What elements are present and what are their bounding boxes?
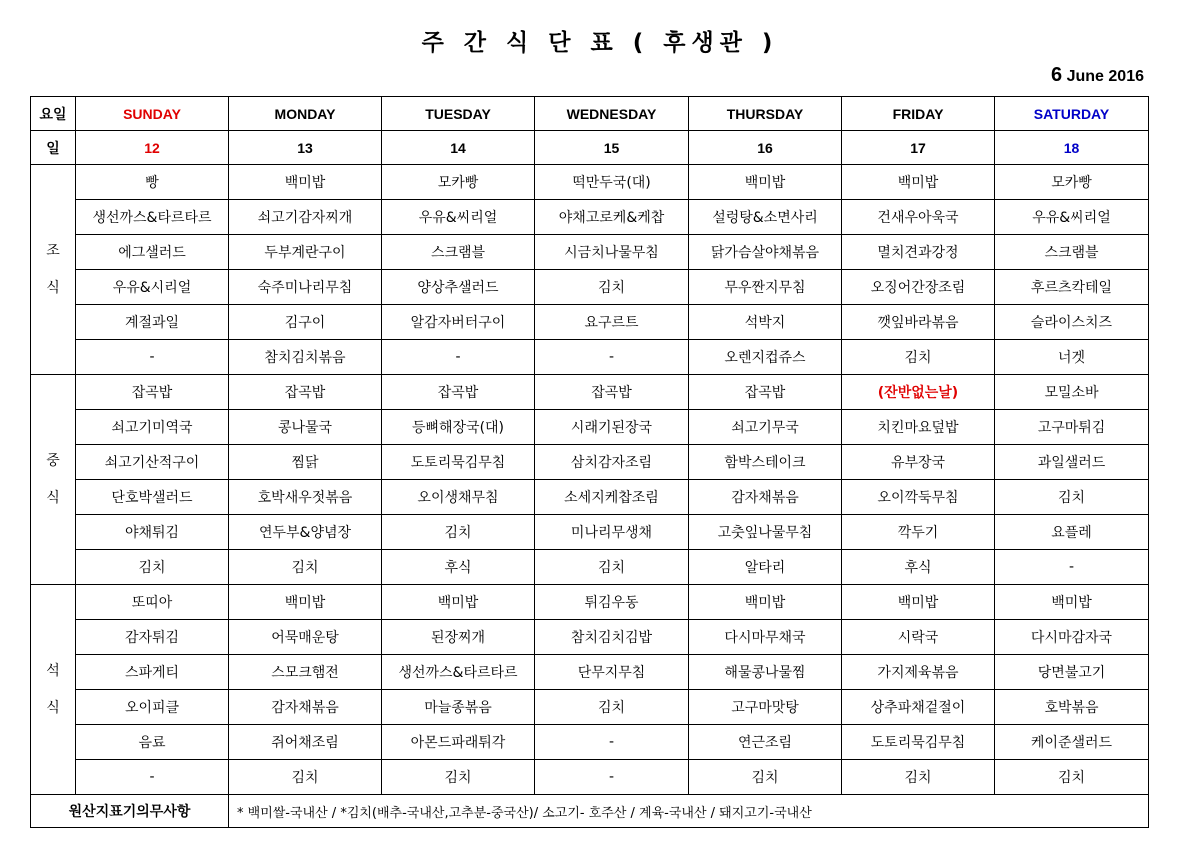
menu-item-lunch-thursday: 함박스테이크 xyxy=(689,445,842,480)
menu-item-breakfast-tuesday: 스크램블 xyxy=(382,235,535,270)
menu-item-lunch-sunday: 김치 xyxy=(76,550,229,585)
menu-item-breakfast-wednesday: - xyxy=(535,340,689,375)
menu-item-lunch-wednesday: 잡곡밥 xyxy=(535,375,689,410)
weekday-label: 요일 xyxy=(31,97,76,131)
menu-item-breakfast-tuesday: 알감자버터구이 xyxy=(382,305,535,340)
menu-item-breakfast-monday: 두부계란구이 xyxy=(229,235,382,270)
menu-item-lunch-friday: 유부장국 xyxy=(842,445,995,480)
menu-item-dinner-friday: 백미밥 xyxy=(842,585,995,620)
menu-item-breakfast-saturday: 너겟 xyxy=(995,340,1149,375)
menu-item-lunch-thursday: 알타리 xyxy=(689,550,842,585)
menu-item-dinner-friday: 도토리묵김무침 xyxy=(842,725,995,760)
lunch-label-char: 중 xyxy=(46,453,60,470)
day-name-saturday: SATURDAY xyxy=(995,97,1149,131)
menu-item-breakfast-wednesday: 김치 xyxy=(535,270,689,305)
menu-item-breakfast-wednesday: 떡만두국(대) xyxy=(535,165,689,200)
menu-item-dinner-monday: 스모크햄전 xyxy=(229,655,382,690)
menu-item-dinner-thursday: 다시마무채국 xyxy=(689,620,842,655)
date-tuesday: 14 xyxy=(382,131,535,165)
origin-label: 원산지표기의무사항 xyxy=(31,795,229,828)
menu-item-breakfast-monday: 참치김치볶음 xyxy=(229,340,382,375)
menu-item-dinner-saturday: 호박볶음 xyxy=(995,690,1149,725)
menu-item-breakfast-sunday: 생선까스&타르타르 xyxy=(76,200,229,235)
menu-item-lunch-tuesday: 잡곡밥 xyxy=(382,375,535,410)
menu-item-lunch-saturday: 요플레 xyxy=(995,515,1149,550)
dinner-row xyxy=(31,655,1149,690)
menu-item-lunch-wednesday: 소세지케찹조림 xyxy=(535,480,689,515)
menu-item-dinner-monday: 감자채볶음 xyxy=(229,690,382,725)
lunch-row xyxy=(31,515,1149,550)
menu-item-lunch-sunday: 단호박샐러드 xyxy=(76,480,229,515)
menu-item-dinner-sunday: 감자튀김 xyxy=(76,620,229,655)
menu-item-dinner-wednesday: 튀김우동 xyxy=(535,585,689,620)
day-name-thursday: THURSDAY xyxy=(689,97,842,131)
menu-item-lunch-tuesday: 김치 xyxy=(382,515,535,550)
menu-item-lunch-saturday: 고구마튀김 xyxy=(995,410,1149,445)
menu-item-dinner-thursday: 김치 xyxy=(689,760,842,795)
lunch-row xyxy=(31,550,1149,585)
menu-item-breakfast-thursday: 석박지 xyxy=(689,305,842,340)
menu-item-breakfast-saturday: 슬라이스치즈 xyxy=(995,305,1149,340)
menu-item-breakfast-wednesday: 요구르트 xyxy=(535,305,689,340)
lunch-row xyxy=(31,445,1149,480)
breakfast-row xyxy=(31,235,1149,270)
menu-item-breakfast-sunday: 빵 xyxy=(76,165,229,200)
menu-item-lunch-wednesday: 삼치감자조림 xyxy=(535,445,689,480)
dinner-label xyxy=(31,585,76,795)
menu-item-breakfast-monday: 백미밥 xyxy=(229,165,382,200)
lunch-label xyxy=(31,375,76,585)
menu-item-dinner-tuesday: 아몬드파래튀각 xyxy=(382,725,535,760)
day-name-monday: MONDAY xyxy=(229,97,382,131)
menu-item-lunch-wednesday: 시래기된장국 xyxy=(535,410,689,445)
lunch-row xyxy=(31,375,1149,410)
breakfast-label-char: 조 xyxy=(46,243,60,260)
menu-item-breakfast-saturday: 후르츠칵테일 xyxy=(995,270,1149,305)
origin-row xyxy=(31,795,1149,828)
menu-item-dinner-wednesday: 참치김치김밥 xyxy=(535,620,689,655)
menu-item-lunch-friday: 치킨마요덮밥 xyxy=(842,410,995,445)
issue-date-rest: June 2016 xyxy=(1066,68,1144,85)
menu-item-dinner-friday: 상추파채겉절이 xyxy=(842,690,995,725)
dinner-label-char: 식 xyxy=(46,699,60,716)
menu-item-lunch-wednesday: 미나리무생채 xyxy=(535,515,689,550)
menu-item-breakfast-thursday: 설렁탕&소면사리 xyxy=(689,200,842,235)
menu-item-lunch-thursday: 감자채볶음 xyxy=(689,480,842,515)
menu-item-dinner-friday: 김치 xyxy=(842,760,995,795)
date-monday: 13 xyxy=(229,131,382,165)
date-sunday: 12 xyxy=(76,131,229,165)
menu-item-breakfast-friday: 오징어간장조림 xyxy=(842,270,995,305)
menu-item-breakfast-friday: 깻잎바라볶음 xyxy=(842,305,995,340)
day-name-friday: FRIDAY xyxy=(842,97,995,131)
menu-item-breakfast-monday: 김구이 xyxy=(229,305,382,340)
date-saturday: 18 xyxy=(995,131,1149,165)
weekly-menu-table xyxy=(30,96,1149,828)
menu-item-dinner-friday: 시락국 xyxy=(842,620,995,655)
menu-item-breakfast-thursday: 오렌지컵쥬스 xyxy=(689,340,842,375)
origin-text: * 백미쌀-국내산 / *김치(배추-국내산,고추분-중국산)/ 소고기- 호주산 / 계육-국내산 / 돼지고기-국내산 xyxy=(229,795,1149,828)
menu-item-breakfast-saturday: 스크램블 xyxy=(995,235,1149,270)
menu-item-lunch-friday: 후식 xyxy=(842,550,995,585)
menu-item-dinner-saturday: 케이준샐러드 xyxy=(995,725,1149,760)
menu-item-lunch-monday: 호박새우젓볶음 xyxy=(229,480,382,515)
menu-item-lunch-monday: 잡곡밥 xyxy=(229,375,382,410)
date-wednesday: 15 xyxy=(535,131,689,165)
breakfast-label-char: 식 xyxy=(46,279,60,296)
menu-item-breakfast-friday: 백미밥 xyxy=(842,165,995,200)
weekday-row xyxy=(31,97,1149,131)
menu-item-lunch-friday: 깍두기 xyxy=(842,515,995,550)
menu-item-breakfast-saturday: 우유&씨리얼 xyxy=(995,200,1149,235)
menu-item-dinner-saturday: 김치 xyxy=(995,760,1149,795)
menu-item-lunch-saturday: - xyxy=(995,550,1149,585)
menu-item-breakfast-sunday: 에그샐러드 xyxy=(76,235,229,270)
menu-item-dinner-saturday: 당면불고기 xyxy=(995,655,1149,690)
menu-item-dinner-thursday: 해물콩나물찜 xyxy=(689,655,842,690)
menu-item-dinner-tuesday: 된장찌개 xyxy=(382,620,535,655)
menu-item-dinner-thursday: 고구마맛탕 xyxy=(689,690,842,725)
breakfast-row xyxy=(31,305,1149,340)
menu-item-dinner-sunday: 음료 xyxy=(76,725,229,760)
menu-item-breakfast-tuesday: 우유&씨리얼 xyxy=(382,200,535,235)
menu-item-lunch-tuesday: 등뼈해장국(대) xyxy=(382,410,535,445)
menu-item-breakfast-sunday: 계절과일 xyxy=(76,305,229,340)
menu-item-lunch-tuesday: 후식 xyxy=(382,550,535,585)
page-title: 주 간 식 단 표 ( 후생관 ) xyxy=(421,30,779,56)
breakfast-row xyxy=(31,200,1149,235)
lunch-label-char: 식 xyxy=(46,489,60,506)
menu-item-lunch-thursday: 잡곡밥 xyxy=(689,375,842,410)
breakfast-row xyxy=(31,270,1149,305)
day-name-sunday: SUNDAY xyxy=(76,97,229,131)
menu-item-breakfast-wednesday: 야채고로케&케찹 xyxy=(535,200,689,235)
dinner-row xyxy=(31,725,1149,760)
menu-item-breakfast-monday: 쇠고기감자찌개 xyxy=(229,200,382,235)
menu-item-dinner-monday: 쥐어채조림 xyxy=(229,725,382,760)
menu-item-breakfast-sunday: - xyxy=(76,340,229,375)
menu-item-lunch-sunday: 잡곡밥 xyxy=(76,375,229,410)
menu-item-breakfast-wednesday: 시금치나물무침 xyxy=(535,235,689,270)
menu-item-breakfast-tuesday: 양상추샐러드 xyxy=(382,270,535,305)
breakfast-label xyxy=(31,165,76,375)
menu-item-lunch-monday: 찜닭 xyxy=(229,445,382,480)
menu-item-breakfast-thursday: 닭가슴살야채볶음 xyxy=(689,235,842,270)
issue-date xyxy=(1051,64,1144,87)
menu-item-dinner-monday: 김치 xyxy=(229,760,382,795)
menu-item-dinner-tuesday: 마늘종볶음 xyxy=(382,690,535,725)
lunch-row xyxy=(31,480,1149,515)
dinner-row xyxy=(31,585,1149,620)
menu-item-lunch-monday: 김치 xyxy=(229,550,382,585)
breakfast-row xyxy=(31,165,1149,200)
menu-item-lunch-saturday: 모밀소바 xyxy=(995,375,1149,410)
menu-item-dinner-thursday: 연근조림 xyxy=(689,725,842,760)
issue-date-day: 6 xyxy=(1051,64,1063,86)
menu-item-lunch-monday: 연두부&양념장 xyxy=(229,515,382,550)
dinner-row xyxy=(31,690,1149,725)
menu-item-breakfast-monday: 숙주미나리무침 xyxy=(229,270,382,305)
date-friday: 17 xyxy=(842,131,995,165)
date-label: 일 xyxy=(31,131,76,165)
date-thursday: 16 xyxy=(689,131,842,165)
menu-item-lunch-sunday: 쇠고기산적구이 xyxy=(76,445,229,480)
menu-item-dinner-thursday: 백미밥 xyxy=(689,585,842,620)
menu-item-breakfast-friday: 멸치견과강정 xyxy=(842,235,995,270)
menu-item-dinner-wednesday: 김치 xyxy=(535,690,689,725)
menu-item-lunch-monday: 콩나물국 xyxy=(229,410,382,445)
menu-item-dinner-wednesday: 단무지무침 xyxy=(535,655,689,690)
day-name-tuesday: TUESDAY xyxy=(382,97,535,131)
menu-item-breakfast-thursday: 무우짠지무침 xyxy=(689,270,842,305)
lunch-row xyxy=(31,410,1149,445)
menu-item-dinner-monday: 백미밥 xyxy=(229,585,382,620)
menu-item-lunch-wednesday: 김치 xyxy=(535,550,689,585)
menu-item-dinner-sunday: 스파게티 xyxy=(76,655,229,690)
menu-item-breakfast-sunday: 우유&시리얼 xyxy=(76,270,229,305)
day-name-wednesday: WEDNESDAY xyxy=(535,97,689,131)
menu-item-dinner-wednesday: - xyxy=(535,725,689,760)
menu-item-dinner-saturday: 다시마감자국 xyxy=(995,620,1149,655)
menu-item-dinner-sunday: - xyxy=(76,760,229,795)
menu-item-lunch-thursday: 고춧잎나물무침 xyxy=(689,515,842,550)
menu-item-breakfast-saturday: 모카빵 xyxy=(995,165,1149,200)
menu-item-breakfast-friday: 건새우아욱국 xyxy=(842,200,995,235)
menu-item-dinner-monday: 어묵매운탕 xyxy=(229,620,382,655)
menu-item-lunch-sunday: 쇠고기미역국 xyxy=(76,410,229,445)
menu-item-dinner-friday: 가지제육볶음 xyxy=(842,655,995,690)
menu-item-lunch-friday: 오이깍둑무침 xyxy=(842,480,995,515)
menu-item-lunch-sunday: 야채튀김 xyxy=(76,515,229,550)
dinner-row xyxy=(31,620,1149,655)
menu-item-lunch-tuesday: 오이생채무침 xyxy=(382,480,535,515)
menu-item-dinner-tuesday: 백미밥 xyxy=(382,585,535,620)
menu-item-dinner-sunday: 또띠아 xyxy=(76,585,229,620)
menu-item-dinner-tuesday: 생선까스&타르타르 xyxy=(382,655,535,690)
menu-item-breakfast-thursday: 백미밥 xyxy=(689,165,842,200)
menu-item-lunch-saturday: 김치 xyxy=(995,480,1149,515)
menu-item-lunch-thursday: 쇠고기무국 xyxy=(689,410,842,445)
menu-item-dinner-wednesday: - xyxy=(535,760,689,795)
dinner-row xyxy=(31,760,1149,795)
menu-item-lunch-saturday: 과일샐러드 xyxy=(995,445,1149,480)
dinner-label-char: 석 xyxy=(46,663,60,680)
menu-item-dinner-tuesday: 김치 xyxy=(382,760,535,795)
menu-item-breakfast-friday: 김치 xyxy=(842,340,995,375)
menu-item-dinner-saturday: 백미밥 xyxy=(995,585,1149,620)
menu-item-dinner-sunday: 오이피클 xyxy=(76,690,229,725)
date-row xyxy=(31,131,1149,165)
menu-item-breakfast-tuesday: 모카빵 xyxy=(382,165,535,200)
menu-item-lunch-friday: (잔반없는날) xyxy=(842,375,995,410)
menu-item-breakfast-tuesday: - xyxy=(382,340,535,375)
breakfast-row xyxy=(31,340,1149,375)
menu-item-lunch-tuesday: 도토리묵김무침 xyxy=(382,445,535,480)
